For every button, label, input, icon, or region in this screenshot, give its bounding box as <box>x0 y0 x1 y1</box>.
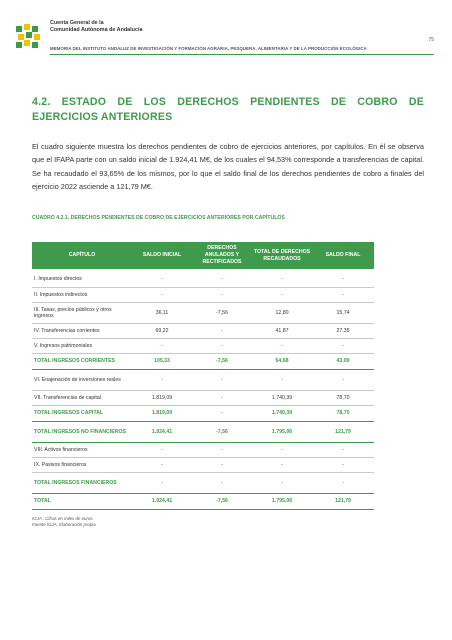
cell-saldo-inicial: 1.819,09 <box>132 405 192 421</box>
cell-recaudados: - <box>252 457 312 472</box>
cell-saldo-inicial: - <box>132 457 192 472</box>
table-row <box>32 457 374 472</box>
cell-capitulo: III. Tasas, precios públicos y otros ingresos <box>32 302 132 323</box>
cell-saldo-inicial: 1.924,41 <box>132 421 192 442</box>
cell-capitulo: I. Impuestos directos <box>32 272 132 287</box>
table-header-row <box>32 242 374 269</box>
cell-saldo-final: 15,74 <box>312 302 374 323</box>
table-row <box>32 338 374 353</box>
cell-saldo-final: - <box>312 287 374 302</box>
derechos-table <box>32 242 374 510</box>
cell-capitulo: TOTAL INGRESOS CAPITAL <box>32 405 132 421</box>
col-header-anulados: DERECHOS ANULADOS Y RECTIFICADOS <box>192 242 252 269</box>
cell-saldo-final: 121,79 <box>312 493 374 509</box>
cell-saldo-final: 121,79 <box>312 421 374 442</box>
cell-saldo-inicial: 69,22 <box>132 323 192 338</box>
cell-saldo-inicial: 36,11 <box>132 302 192 323</box>
org-line-1: Cuenta General de la <box>50 20 104 26</box>
cell-saldo-final: - <box>312 272 374 287</box>
cell-recaudados: 1.740,39 <box>252 405 312 421</box>
table-row <box>32 390 374 405</box>
cell-saldo-final: 27,35 <box>312 323 374 338</box>
cell-recaudados: 54,68 <box>252 353 312 369</box>
cell-anulados: - <box>192 287 252 302</box>
cell-saldo-final: - <box>312 457 374 472</box>
cell-capitulo: IV. Transferencias corrientes <box>32 323 132 338</box>
cell-saldo-inicial: - <box>132 472 192 493</box>
cell-capitulo: TOTAL <box>32 493 132 509</box>
body-paragraph: El cuadro siguiente muestra los derechos pendientes de cobro de ejercicios anteriores, por capítulos. En él se observa que el IFAPA parte con un saldo inicial de 1.924,41 M€, de los cuales el 94,53% corresponde a transferencias de capital. Se ha recaudado el 93,65% de los mismos, por lo que el saldo final de los derechos pendientes de cobro a finales del ejercicio 2022 asciende a 121,79 M€. <box>32 142 424 192</box>
cell-recaudados: - <box>252 338 312 353</box>
cell-recaudados: - <box>252 287 312 302</box>
cell-saldo-final: 78,70 <box>312 405 374 421</box>
col-header-capitulo: CAPÍTULO <box>32 242 132 269</box>
cell-capitulo: VIII. Activos financieros <box>32 442 132 457</box>
cell-anulados: -7,56 <box>192 421 252 442</box>
cell-capitulo: VI. Enajenación de inversiones reales <box>32 369 132 390</box>
org-line-2: Comunidad Autónoma de Andalucía <box>50 27 143 33</box>
cell-capitulo: TOTAL INGRESOS NO FINANCIEROS <box>32 421 132 442</box>
page-number: 75 <box>428 37 434 43</box>
col-header-saldo-inicial: SALDO INICIAL <box>132 242 192 269</box>
table-notes <box>32 516 96 528</box>
cell-saldo-inicial: - <box>132 287 192 302</box>
cell-capitulo: V. Ingresos patrimoniales <box>32 338 132 353</box>
cell-anulados: - <box>192 272 252 287</box>
cell-saldo-final: - <box>312 338 374 353</box>
cell-saldo-final: - <box>312 442 374 457</box>
cell-anulados: - <box>192 323 252 338</box>
cell-saldo-final: 43,09 <box>312 353 374 369</box>
table-total-row <box>32 421 374 442</box>
table-caption: CUADRO 4.2.1. DERECHOS PENDIENTES DE COBRO DE EJERCICIOS ANTERIORES POR CAPÍTULOS <box>32 215 285 221</box>
note-units: IGJA : Cifras en miles de euros. <box>32 516 94 521</box>
header-divider <box>50 54 434 55</box>
cell-anulados: - <box>192 369 252 390</box>
cell-saldo-final: - <box>312 369 374 390</box>
cell-anulados: - <box>192 390 252 405</box>
cell-saldo-inicial: 105,33 <box>132 353 192 369</box>
table-row <box>32 323 374 338</box>
note-source: Fuente IGJA. Elaboración propia <box>32 522 96 527</box>
cell-anulados: -7,56 <box>192 302 252 323</box>
cell-saldo-inicial: - <box>132 369 192 390</box>
table-grand-total-row <box>32 493 374 509</box>
col-header-recaudados: TOTAL DE DERECHOS RECAUDADOS <box>252 242 312 269</box>
cell-capitulo: IX. Pasivos financieros <box>32 457 132 472</box>
cell-saldo-final: - <box>312 472 374 493</box>
col-header-saldo-final: SALDO FINAL <box>312 242 374 269</box>
table-row <box>32 287 374 302</box>
table-total-row <box>32 472 374 493</box>
cell-saldo-inicial: - <box>132 272 192 287</box>
document-subtitle: MEMORIA DEL INSTITUTO ANDALUZ DE INVESTIGACIÓN Y FORMACIÓN AGRARIA, PESQUERA, ALIMENTARIA Y DE LA PRODUCCIÓN ECOLÓGICA <box>50 46 367 51</box>
cell-saldo-inicial: - <box>132 442 192 457</box>
cell-capitulo: VII. Transferencias de capital <box>32 390 132 405</box>
cell-anulados: - <box>192 338 252 353</box>
cell-capitulo: II. Impuestos indirectos <box>32 287 132 302</box>
organization-name <box>50 20 142 34</box>
cell-recaudados: 1.795,06 <box>252 493 312 509</box>
cell-anulados: -7,56 <box>192 493 252 509</box>
cell-anulados: - <box>192 457 252 472</box>
cell-anulados: - <box>192 405 252 421</box>
junta-andalucia-logo-icon <box>14 22 44 52</box>
cell-saldo-inicial: - <box>132 338 192 353</box>
section-title: 4.2. ESTADO DE LOS DERECHOS PENDIENTES DE COBRO DE EJERCICIOS ANTERIORES <box>32 96 424 123</box>
table-row <box>32 442 374 457</box>
cell-capitulo: TOTAL INGRESOS FINANCIEROS <box>32 472 132 493</box>
cell-recaudados: - <box>252 472 312 493</box>
cell-anulados: - <box>192 472 252 493</box>
cell-recaudados: - <box>252 442 312 457</box>
cell-recaudados: 1.740,39 <box>252 390 312 405</box>
cell-anulados: -7,56 <box>192 353 252 369</box>
table-row <box>32 272 374 287</box>
table-total-row <box>32 353 374 369</box>
table-total-row <box>32 405 374 421</box>
cell-anulados: - <box>192 442 252 457</box>
cell-recaudados: 12,80 <box>252 302 312 323</box>
cell-saldo-inicial: 1.924,41 <box>132 493 192 509</box>
table-row <box>32 302 374 323</box>
cell-recaudados: 41,87 <box>252 323 312 338</box>
cell-saldo-final: 78,70 <box>312 390 374 405</box>
cell-capitulo: TOTAL INGRESOS CORRIENTES <box>32 353 132 369</box>
cell-recaudados: - <box>252 369 312 390</box>
table-row <box>32 369 374 390</box>
cell-saldo-inicial: 1.819,09 <box>132 390 192 405</box>
cell-recaudados: 1.795,06 <box>252 421 312 442</box>
cell-recaudados: - <box>252 272 312 287</box>
